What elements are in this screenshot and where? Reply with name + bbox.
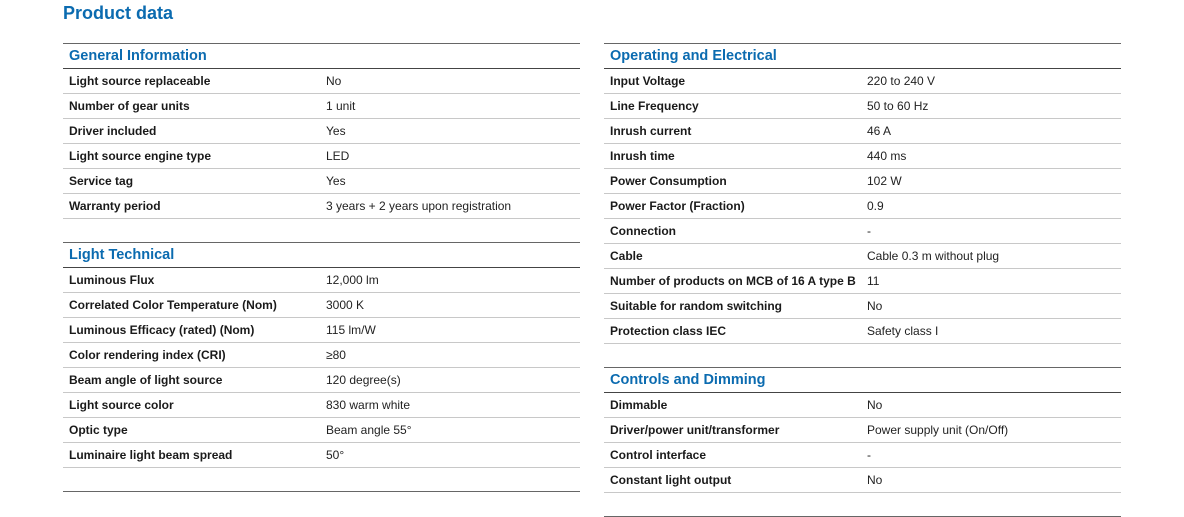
spec-value: ≥80 (326, 348, 346, 362)
spec-row (604, 219, 1121, 244)
spec-value: No (867, 299, 883, 313)
spec-row (63, 343, 580, 368)
section-title: General Information (63, 44, 580, 69)
spec-value: Yes (326, 124, 346, 138)
spec-row (63, 393, 580, 418)
spec-label: Cable (610, 249, 643, 263)
right-column (604, 43, 1121, 517)
spec-value: 830 warm white (326, 398, 411, 412)
spec-label: Service tag (69, 174, 134, 188)
spec-row (63, 119, 580, 144)
spec-value: Power supply unit (On/Off) (867, 423, 1009, 437)
spec-row (63, 144, 580, 169)
spec-label: Light source engine type (69, 149, 212, 163)
spec-value: Yes (326, 174, 346, 188)
spec-row (63, 69, 580, 94)
spec-label: Beam angle of light source (69, 373, 223, 387)
spec-value: No (867, 398, 883, 412)
spec-value: 3000 K (326, 298, 365, 312)
spec-row (604, 144, 1121, 169)
section-spacer (63, 219, 580, 242)
spec-label: Inrush time (610, 149, 675, 163)
spec-section (63, 43, 580, 219)
spec-value: 11 (867, 274, 880, 288)
spec-row (604, 244, 1121, 269)
spec-row (63, 418, 580, 443)
spec-value: 1 unit (326, 99, 356, 113)
spec-label: Input Voltage (610, 74, 686, 88)
spec-value: LED (326, 149, 350, 163)
end-rule (63, 491, 580, 492)
left-column (63, 43, 580, 492)
spec-label: Optic type (69, 423, 128, 437)
spec-row (604, 94, 1121, 119)
spec-label: Correlated Color Temperature (Nom) (69, 298, 277, 312)
spec-row (63, 194, 580, 219)
spec-section (63, 242, 580, 468)
spec-row (604, 468, 1121, 493)
spec-row (604, 393, 1121, 418)
spec-row (63, 94, 580, 119)
spec-label: Dimmable (610, 398, 668, 412)
spec-value: - (867, 224, 871, 238)
spec-label: Light source color (69, 398, 174, 412)
spec-label: Driver included (69, 124, 157, 138)
spec-label: Power Consumption (610, 174, 727, 188)
section-title: Controls and Dimming (604, 368, 1121, 393)
spec-label: Protection class IEC (610, 324, 727, 338)
spec-label: Control interface (610, 448, 707, 462)
spec-value: 50° (326, 448, 345, 462)
spec-value: 50 to 60 Hz (867, 99, 929, 113)
spec-label: Line Frequency (610, 99, 699, 113)
spec-label: Driver/power unit/transformer (610, 423, 780, 437)
spec-value: 102 W (867, 174, 902, 188)
spec-section (604, 367, 1121, 493)
spec-row (604, 194, 1121, 219)
spec-label: Number of gear units (69, 99, 190, 113)
spec-row (63, 368, 580, 393)
spec-value: 3 years + 2 years upon registration (326, 199, 512, 213)
spec-value: Beam angle 55° (326, 423, 412, 437)
section-spacer (63, 468, 580, 491)
spec-value: - (867, 448, 871, 462)
spec-value: 220 to 240 V (867, 74, 936, 88)
spec-value: Safety class I (867, 324, 939, 338)
section-title: Operating and Electrical (604, 44, 1121, 69)
spec-row (604, 169, 1121, 194)
section-title: Light Technical (63, 243, 580, 268)
spec-value: 12,000 lm (326, 273, 379, 287)
spec-label: Luminous Efficacy (rated) (Nom) (69, 323, 255, 337)
spec-label: Inrush current (610, 124, 692, 138)
section-spacer (604, 344, 1121, 367)
spec-row (604, 418, 1121, 443)
spec-label: Constant light output (610, 473, 732, 487)
spec-row (63, 268, 580, 293)
spec-value: 46 A (867, 124, 892, 138)
spec-label: Warranty period (69, 199, 161, 213)
spec-row (604, 319, 1121, 344)
spec-row (63, 293, 580, 318)
spec-label: Color rendering index (CRI) (69, 348, 226, 362)
spec-row (63, 318, 580, 343)
spec-value: 0.9 (867, 199, 884, 213)
spec-label: Light source replaceable (69, 74, 211, 88)
spec-label: Luminous Flux (69, 273, 155, 287)
spec-value: 440 ms (867, 149, 907, 163)
spec-label: Power Factor (Fraction) (610, 199, 745, 213)
spec-section (604, 43, 1121, 344)
spec-row (604, 119, 1121, 144)
spec-label: Number of products on MCB of 16 A type B (610, 274, 856, 288)
spec-label: Suitable for random switching (610, 299, 783, 313)
spec-value: No (326, 74, 342, 88)
spec-row (604, 69, 1121, 94)
spec-row (604, 443, 1121, 468)
spec-row (604, 269, 1121, 294)
spec-value: Cable 0.3 m without plug (867, 249, 1000, 263)
spec-row (604, 294, 1121, 319)
spec-value: 120 degree(s) (326, 373, 401, 387)
spec-value: No (867, 473, 883, 487)
page-title: Product data (63, 3, 174, 23)
spec-label: Luminaire light beam spread (69, 448, 233, 462)
spec-row (63, 443, 580, 468)
spec-row (63, 169, 580, 194)
spec-label: Connection (610, 224, 676, 238)
spec-value: 115 lm/W (326, 323, 376, 337)
